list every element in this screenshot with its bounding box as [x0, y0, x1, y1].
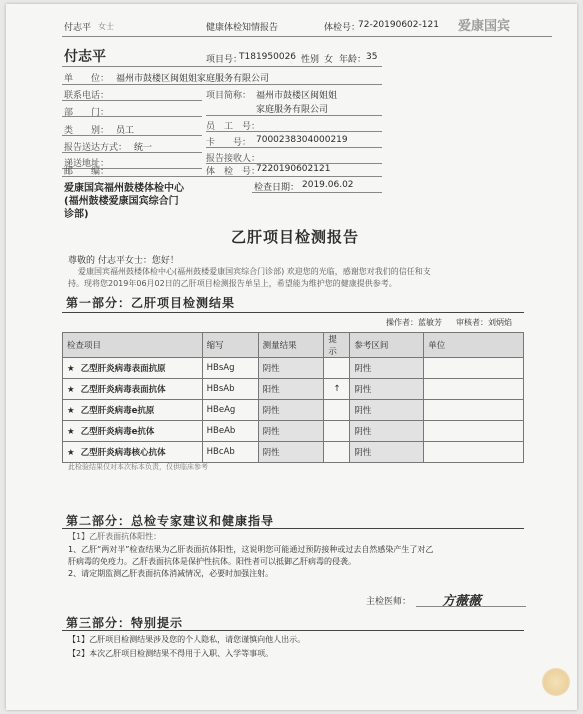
- receiver-label: 报告接收人：: [206, 154, 261, 164]
- intro-line2: 持。现将您2019年06月02日的乙肝项目检测报告单呈上，希望能为维护您的健康提供参考。: [68, 279, 397, 288]
- part3-divider: [62, 630, 524, 631]
- abbr-cell: HBeAb: [202, 421, 258, 442]
- header-gender: 女士: [98, 22, 114, 31]
- unit-cell: [424, 379, 524, 400]
- hint-cell: ↑: [324, 379, 350, 400]
- exam-date-value: 2019.06.02: [302, 180, 354, 190]
- report-page: [6, 4, 577, 710]
- postcode-label: 邮 编：: [64, 167, 110, 177]
- abbr-cell: HBeAg: [202, 400, 258, 421]
- category-value: 员工: [116, 126, 135, 136]
- delivery-value: 统一: [134, 143, 153, 153]
- brand-logo-text: 爱康国宾: [458, 19, 511, 34]
- star-icon: ★: [67, 427, 75, 437]
- ref-cell: 阴性: [350, 358, 424, 379]
- item-cell: ★ 乙型肝炎病毒e抗体: [63, 421, 203, 442]
- notice-line2: 【2】本次乙肝项目检测结果不得用于入职、入学等事项。: [68, 649, 274, 658]
- item-cell: ★ 乙型肝炎病毒表面抗体: [63, 379, 203, 400]
- header-doc-title: 健康体检知情报告: [206, 23, 279, 33]
- table-row: [63, 400, 524, 421]
- result-cell: 阴性: [258, 421, 324, 442]
- header-divider: [62, 36, 552, 37]
- exam-date-label: 检查日期：: [254, 183, 300, 193]
- project-no-label: 项目号：: [206, 55, 243, 65]
- unit-label: 单 位：: [64, 74, 110, 84]
- star-icon: ★: [67, 448, 75, 458]
- advice-line3: 2、请定期监测乙肝表面抗体消减情况，必要时加强注射。: [68, 569, 274, 578]
- col-header: 提示: [324, 333, 350, 358]
- reviewer-value: 刘炳焰: [488, 318, 512, 327]
- result-cell: 阳性: [258, 379, 324, 400]
- table-header-row: [63, 333, 524, 358]
- doctor-label: 主检医师：: [366, 597, 412, 607]
- doctor-signature: 方薇薇: [442, 594, 482, 609]
- item-cell: ★ 乙型肝炎病毒核心抗体: [63, 442, 203, 463]
- hint-cell: [324, 358, 350, 379]
- abbr-cell: HBsAg: [202, 358, 258, 379]
- header-exam-no: 72-20190602-121: [358, 20, 439, 30]
- age-label: 年龄：: [339, 55, 367, 65]
- hint-cell: [324, 400, 350, 421]
- card-value: 7000238304000219: [256, 135, 348, 145]
- star-icon: ★: [67, 364, 75, 374]
- hint-cell: [324, 442, 350, 463]
- advice-line1: 1、乙肝“两对半”检查结果为乙肝表面抗体阳性，这说明您可能通过预防接种或过去自然感染产生了对乙: [68, 545, 434, 554]
- table-row: [63, 421, 524, 442]
- center-line1: 爱康国宾福州鼓楼体检中心: [64, 183, 184, 194]
- unit-cell: [424, 400, 524, 421]
- hint-cell: [324, 421, 350, 442]
- part2-divider: [62, 528, 524, 529]
- table-row: [63, 358, 524, 379]
- result-cell: 阴性: [258, 442, 324, 463]
- delivery-label: 报告送达方式：: [64, 143, 128, 153]
- patient-name: 付志平: [64, 49, 106, 65]
- notice-line1: 【1】乙肝项目检测结果涉及您的个人隐私，请您谨慎向他人出示。: [68, 635, 306, 644]
- exam-no2-label: 体 检 号：: [206, 167, 261, 177]
- results-table: [62, 332, 524, 463]
- table-note: 此检验结果仅对本次标本负责，仅供临床参考: [68, 463, 208, 471]
- gender-value: 女: [324, 55, 334, 65]
- exam-no2-value: 7220190602121: [256, 164, 331, 174]
- gender-label: 性别: [301, 55, 320, 65]
- ref-cell: 阴性: [350, 379, 424, 400]
- staff-no-label: 员 工 号：: [206, 122, 261, 132]
- star-icon: ★: [67, 385, 75, 395]
- col-header: 测量结果: [258, 333, 324, 358]
- part1-title: 第一部分：乙肝项目检测结果: [66, 296, 236, 310]
- greeting: 尊敬的 付志平女士：您好！: [68, 256, 179, 266]
- advice-item-head: 【1】乙肝表面抗体阳性：: [68, 532, 162, 541]
- header-name: 付志平: [64, 23, 92, 33]
- table-row: [63, 379, 524, 400]
- category-label: 类 别：: [64, 126, 110, 136]
- reviewer-label: 审核者：: [456, 318, 488, 327]
- ref-cell: 阴性: [350, 400, 424, 421]
- header-exam-no-label: 体检号：: [324, 23, 361, 33]
- table-row: [63, 442, 524, 463]
- col-header: 检查项目: [63, 333, 203, 358]
- brand-seal-icon: [542, 668, 570, 696]
- report-title: 乙肝项目检测报告: [231, 228, 360, 246]
- address-label: 递送地址：: [64, 159, 110, 169]
- signature-line: [416, 606, 526, 607]
- center-line2: (福州鼓楼爱康国宾综合门: [64, 196, 179, 207]
- operator-value: 蓝敏芳: [418, 318, 442, 327]
- phone-label: 联系电话：: [64, 91, 110, 101]
- star-icon: ★: [67, 406, 75, 416]
- project-abbr-label: 项目简称：: [206, 91, 252, 101]
- unit-cell: [424, 358, 524, 379]
- age-value: 35: [366, 52, 378, 62]
- unit-cell: [424, 442, 524, 463]
- intro-line1: 爱康国宾福州鼓楼体检中心(福州鼓楼爱康国宾综合门诊部) 欢迎您的光临，感谢您对我们的信任和支: [78, 267, 431, 276]
- unit-cell: [424, 421, 524, 442]
- project-abbr-line1: 福州市鼓楼区闽姐姐: [256, 91, 338, 101]
- col-header: 缩写: [202, 333, 258, 358]
- col-header: 参考区间: [350, 333, 424, 358]
- dept-label: 部 门：: [64, 108, 110, 118]
- col-header: 单位: [424, 333, 524, 358]
- ref-cell: 阴性: [350, 421, 424, 442]
- part2-title: 第二部分：总检专家建议和健康指导: [66, 514, 275, 528]
- part3-title: 第三部分：特别提示: [66, 616, 184, 630]
- ref-cell: 阴性: [350, 442, 424, 463]
- abbr-cell: HBsAb: [202, 379, 258, 400]
- project-abbr-line2: 家庭服务有限公司: [256, 105, 329, 115]
- abbr-cell: HBcAb: [202, 442, 258, 463]
- project-no: T181950026: [239, 52, 297, 62]
- result-cell: 阴性: [258, 400, 324, 421]
- unit-value: 福州市鼓楼区闽姐姐家庭服务有限公司: [116, 74, 270, 84]
- operator-label: 操作者：: [386, 318, 418, 327]
- card-label: 卡 号：: [206, 138, 252, 148]
- part1-divider: [62, 312, 524, 313]
- advice-line2: 肝病毒的免疫力。乙肝表面抗体是保护性抗体。阳性者可以抵御乙肝病毒的侵袭。: [68, 557, 356, 566]
- item-cell: ★ 乙型肝炎病毒e抗原: [63, 400, 203, 421]
- center-line3: 诊部): [64, 209, 89, 220]
- item-cell: ★ 乙型肝炎病毒表面抗原: [63, 358, 203, 379]
- result-cell: 阴性: [258, 358, 324, 379]
